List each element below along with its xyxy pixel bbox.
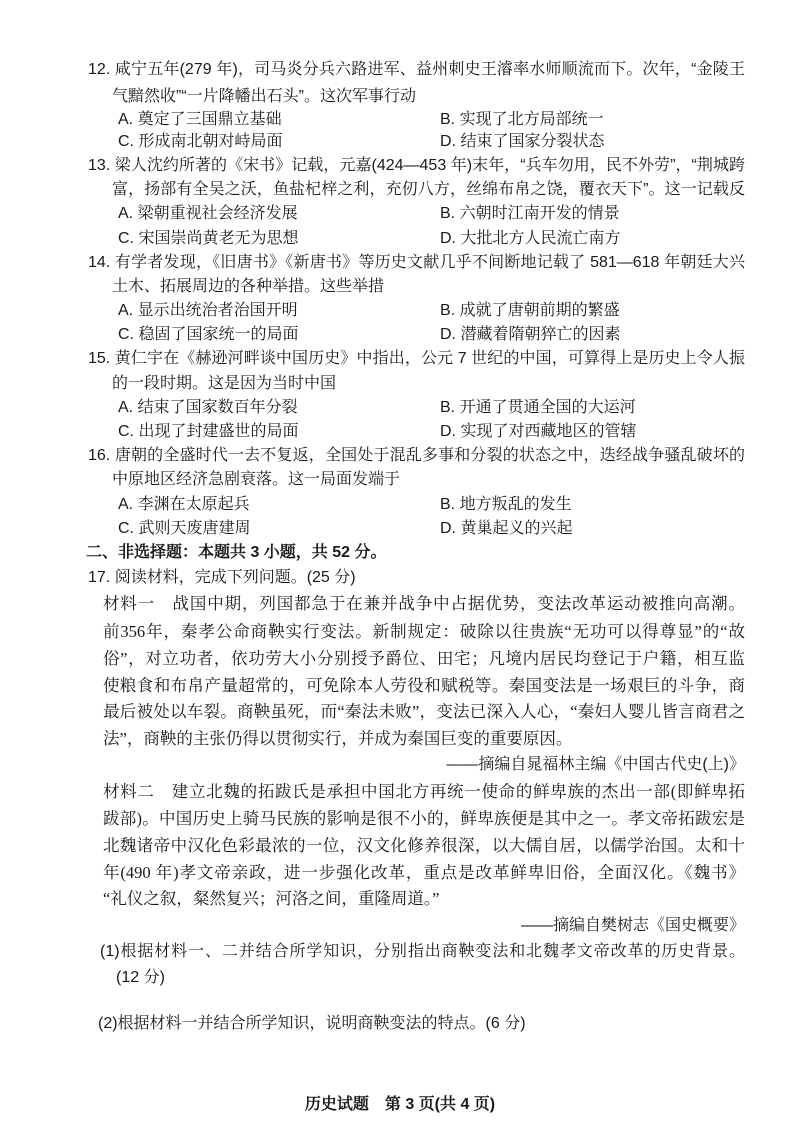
question-12-option-d: D. 结束了国家分裂状态 — [440, 133, 605, 150]
material-2-line: “礼仪之叙，粲然复兴；河洛之间，重隆周道。” — [103, 889, 440, 908]
question-16-stem-cont: 中原地区经济急剧衰落。这一局面发端于 — [112, 471, 401, 488]
material-1-line: 最后被处以车裂。商鞅虽死，而“秦法未败”，变法已深入人心，“秦妇人婴儿皆言商君之 — [103, 702, 745, 721]
sub-question-1-score: (12 分) — [116, 969, 165, 986]
material-2-line: 年(490 年)孝文帝亲政，进一步强化改革，重点是改革鲜卑旧俗，全面汉化。《魏书》 — [103, 863, 745, 882]
question-14-option-c: C. 稳固了国家统一的局面 — [118, 326, 299, 343]
material-1-line: 前356年，秦孝公命商鞅实行变法。新制规定：破除以往贵族“无功可以得尊显”的“故 — [103, 622, 745, 641]
material-1-line: 法”，商鞅的主张仍得以贯彻实行，并成为秦国巨变的重要原因。 — [103, 729, 573, 748]
material-1-source: ——摘编自晁福林主编《中国古代史(上)》 — [446, 756, 745, 773]
question-14-stem: 14. 有学者发现，《旧唐书》《新唐书》等历史文献几乎不间断地记载了 581—618 年朝廷大兴 — [88, 254, 745, 271]
question-16-option-b: B. 地方叛乱的发生 — [440, 496, 572, 513]
question-15-option-c: C. 出现了封建盛世的局面 — [118, 423, 299, 440]
question-12-option-a: A. 奠定了三国鼎立基础 — [118, 111, 282, 128]
question-15-stem: 15. 黄仁宇在《赫逊河畔谈中国历史》中指出，公元 7 世纪的中国，可算得上是历史上令人振 — [88, 350, 745, 367]
sub-question-2: (2)根据材料一并结合所学知识，说明商鞅变法的特点。(6 分) — [98, 1015, 526, 1032]
question-12-stem: 12. 咸宁五年(279 年)，司马炎分兵六路进军、益州刺史王濬率水师顺流而下。次年，“金陵王 — [88, 61, 745, 78]
material-2-line: 北魏诸帝中汉化色彩最浓的一位，汉文化修养很深，以大儒自居，以儒学治国。太和十 — [103, 836, 745, 855]
question-13-option-d: D. 大批北方人民流亡南方 — [440, 230, 621, 247]
page-footer: 历史试题 第 3 页(共 4 页) — [304, 1096, 496, 1113]
question-14-stem-cont: 土木、拓展周边的各种举措。这些举措 — [112, 278, 385, 295]
sub-question-1: (1)根据材料一、二并结合所学知识，分别指出商鞅变法和北魏孝文帝改革的历史背景。 — [100, 943, 745, 960]
question-16-stem: 16. 唐朝的全盛时代一去不复返，全国处于混乱多事和分裂的状态之中，迭经战争骚乱破坏的 — [88, 447, 745, 464]
question-15-stem-cont: 的一段时期。这是因为当时中国 — [112, 375, 337, 392]
question-16-option-c: C. 武则天废唐建周 — [118, 520, 251, 537]
question-13-option-b: B. 六朝时江南开发的情景 — [440, 205, 620, 222]
question-13-option-c: C. 宋国崇尚黄老无为思想 — [118, 230, 299, 247]
material-2-source: ——摘编自樊树志《国史概要》 — [520, 917, 745, 934]
question-16-option-a: A. 李渊在太原起兵 — [118, 496, 250, 513]
material-1-line: 俗”，对立功者，依功劳大小分别授予爵位、田宅；凡境内居民均登记于户籍，相互监 — [103, 649, 745, 668]
question-15-option-b: B. 开通了贯通全国的大运河 — [440, 399, 636, 416]
question-14-option-a: A. 显示出统治者治国开明 — [118, 302, 298, 319]
question-15-option-d: D. 实现了对西藏地区的管辖 — [440, 423, 637, 440]
material-2-line: 材料二 建立北魏的拓跋氏是承担中国北方再统一使命的鲜卑族的杰出一部(即鲜卑拓 — [103, 782, 745, 801]
material-2-line: 跋部)。中国历史上骑马民族的影响是很不小的，鲜卑族便是其中之一。孝文帝拓跋宏是 — [103, 809, 745, 828]
question-14-option-d: D. 潜藏着隋朝猝亡的因素 — [440, 326, 621, 343]
question-13-stem: 13. 梁人沈约所著的《宋书》记载，元嘉(424—453 年)末年，“兵车勿用，民不外劳”，“荆城跨 — [88, 157, 745, 174]
question-13-option-a: A. 梁朝重视社会经济发展 — [118, 205, 298, 222]
question-12-option-c: C. 形成南北朝对峙局面 — [118, 133, 283, 150]
question-14-option-b: B. 成就了唐朝前期的繁盛 — [440, 302, 620, 319]
question-12-stem-cont: 气黯然收”“一片降幡出石头”。这次军事行动 — [112, 88, 416, 105]
question-12-option-b: B. 实现了北方局部统一 — [440, 111, 604, 128]
question-13-stem-cont: 富，扬部有全吴之沃，鱼盐杞梓之利，充仞八方，丝绵布帛之饶，覆衣天下”。这一记载反 — [112, 181, 745, 198]
question-17-title: 17. 阅读材料，完成下列问题。(25 分) — [88, 569, 356, 586]
section-heading: 二、非选择题：本题共 3 小题，共 52 分。 — [86, 544, 387, 561]
question-15-option-a: A. 结束了国家数百年分裂 — [118, 399, 298, 416]
material-1-line: 材料一 战国中期，列国都急于在兼并战争中占据优势，变法改革运动被推向高潮。 — [103, 594, 745, 613]
question-16-option-d: D. 黄巢起义的兴起 — [440, 520, 573, 537]
material-1-line: 使粮食和布帛产量超常的，可免除本人劳役和赋税等。秦国变法是一场艰巨的斗争，商 — [103, 676, 745, 695]
